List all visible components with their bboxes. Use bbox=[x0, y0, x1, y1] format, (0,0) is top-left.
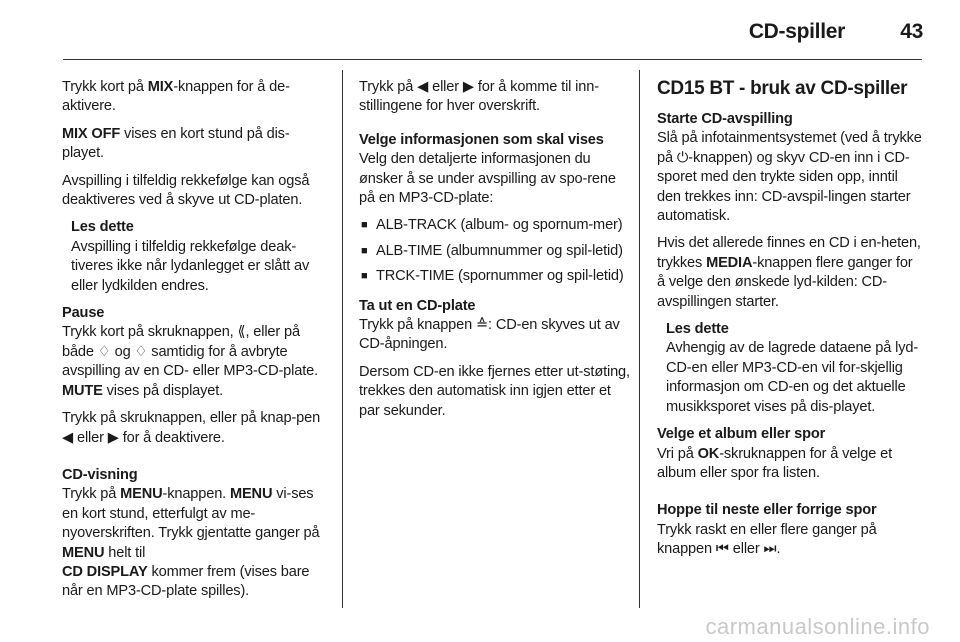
column-divider-1 bbox=[342, 70, 343, 608]
page-number: 43 bbox=[900, 20, 923, 43]
note-box bbox=[71, 218, 330, 296]
paragraph-select-info: Velg den detaljerte informasjonen du ønsker å se under avspilling av spo-rene på en MP3-CD-plate: bbox=[359, 151, 616, 207]
page-header bbox=[0, 20, 960, 50]
eject-icon: ≙ bbox=[475, 317, 489, 334]
paragraph-media: Hvis det allerede finnes en CD i en-heten, trykkes MEDIA-knappen flere ganger for å velge den ønskede lyd-kilden: CD-avspillingen starter. bbox=[657, 235, 921, 310]
info-options-list bbox=[359, 216, 631, 286]
paragraph-pause: Trykk kort på skruknappen, ⟪, eller på både ♢ og ♢ samtidig for å avbryte avspilling av en CD- eller MP3-CD-plate. MUTE vises på displayet. bbox=[62, 324, 318, 399]
bullet-icon: ■ bbox=[361, 244, 368, 257]
note-title: Les dette bbox=[666, 321, 729, 338]
page-title: CD-spiller bbox=[748, 20, 845, 43]
paragraph-cd-display: Trykk på MENU-knappen. MENU vi-ses en kort stund, etterfulgt av me-nyoverskriften. Trykk gjentatte ganger på MENU helt til CD DISPLAY kommer frem (vises bare når en MP3-CD-plate spilles). bbox=[62, 486, 320, 600]
mute-icon: ⟪ bbox=[237, 324, 246, 341]
paragraph-select-album: Vri på OK-skruknappen for å velge et album eller spor fra listen. bbox=[657, 445, 892, 481]
heading-skip-track: Hoppe til neste eller forrige spor bbox=[657, 502, 877, 519]
right-arrow-icon: ▶ bbox=[107, 429, 119, 446]
section-title: CD15 BT - bruk av CD-spiller bbox=[657, 78, 908, 99]
paragraph-navigate: Trykk på ◀ eller ▶ for å komme til inn-stillingene for hver overskrift. bbox=[359, 79, 599, 115]
note-body: Avhengig av de lagrede dataene på lyd-CD-en eller MP3-CD-en vil for-skjellig informasjon om CD-en og det aktuelle musikksporet vises på dis-playet. bbox=[666, 340, 919, 415]
paragraph-mix-off: MIX OFF vises en kort stund på dis-playet. bbox=[62, 125, 290, 162]
heading-select-album: Velge et album eller spor bbox=[657, 426, 826, 443]
column-divider-2 bbox=[639, 70, 640, 608]
header-divider bbox=[63, 59, 922, 60]
paragraph-deactivate: Trykk på skruknappen, eller på knap-pen ◀ eller ▶ for å deaktivere. bbox=[62, 409, 330, 448]
watermark: carmanualsonline.info bbox=[705, 614, 930, 639]
note-body: Avspilling i tilfeldig rekkefølge deak-tiveres ikke når lydanlegget er slått av eller lydkilden endres. bbox=[71, 238, 310, 294]
paragraph-eject: Trykk på knappen ≙: CD-en skyves ut av CD-åpningen. bbox=[359, 317, 620, 353]
power-icon: ⏻ bbox=[676, 149, 689, 166]
note-title: Les dette bbox=[71, 219, 134, 236]
list-item: ■ TRCK-TIME (spornummer og spil-letid) bbox=[359, 267, 631, 286]
heading-cd-display: CD-visning bbox=[62, 466, 138, 483]
paragraph-shuffle: Avspilling i tilfeldig rekkefølge kan også deaktiveres ved å skyve ut CD-platen. bbox=[62, 172, 310, 209]
paragraph-start-cd: Slå på infotainmentsystemet (ved å trykke på ⏻-knappen) og skyv CD-en inn i CD-sporet med den trykte siden opp, inntil den trekkes inn: CD-avspil-lingen starter automatisk. bbox=[657, 130, 922, 225]
volume-up-icon: ♢ bbox=[134, 343, 148, 360]
paragraph-eject-retract: Dersom CD-en ikke fjernes etter ut-støting, trekkes den automatisk inn igjen etter et par sekunder. bbox=[359, 363, 630, 419]
paragraph-skip-track: Trykk raskt en eller flere ganger på knappen ⏮ eller ⏭. bbox=[657, 521, 923, 560]
right-arrow-icon: ▶ bbox=[462, 79, 474, 95]
list-item: ■ ALB-TRACK (album- og spornum-mer) bbox=[359, 216, 631, 235]
heading-select-info: Velge informasjonen som skal vises bbox=[359, 131, 604, 148]
left-arrow-icon: ◀ bbox=[62, 429, 74, 446]
heading-eject: Ta ut en CD-plate bbox=[359, 297, 476, 314]
previous-track-icon: ⏮ bbox=[715, 541, 729, 558]
list-item: ■ ALB-TIME (albumnummer og spil-letid) bbox=[359, 242, 631, 261]
note-box bbox=[666, 320, 923, 417]
column-1 bbox=[62, 78, 330, 610]
bullet-icon: ■ bbox=[361, 219, 368, 232]
heading-pause: Pause bbox=[62, 305, 105, 322]
heading-start-cd: Starte CD-avspilling bbox=[657, 111, 793, 127]
left-arrow-icon: ◀ bbox=[417, 79, 429, 95]
bullet-icon: ■ bbox=[361, 270, 368, 283]
paragraph-mix: Trykk kort på MIX-knappen for å de-aktivere. bbox=[62, 79, 290, 115]
next-track-icon: ⏭ bbox=[763, 541, 777, 558]
column-3 bbox=[657, 78, 923, 568]
column-2 bbox=[359, 78, 631, 429]
volume-down-icon: ♢ bbox=[97, 343, 111, 360]
